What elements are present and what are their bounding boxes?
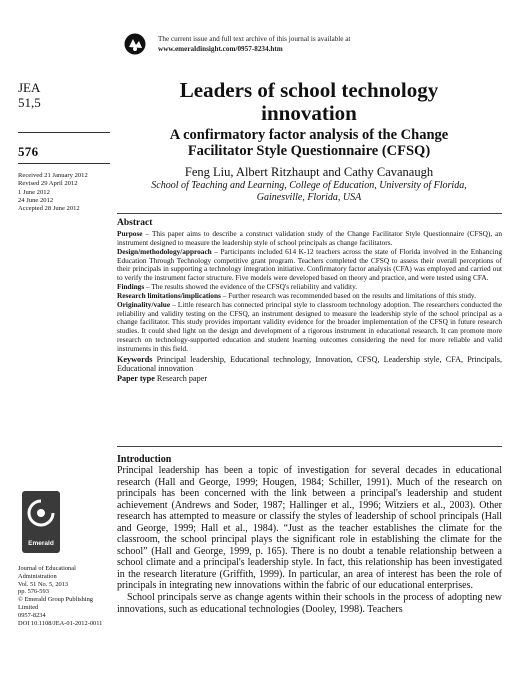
journal-abbreviation (18, 80, 41, 110)
introduction-heading: Introduction (117, 454, 172, 465)
findings-label: Findings (117, 282, 145, 292)
journal-name-line-2: Administration (18, 572, 57, 580)
sidebar-divider-top (18, 132, 110, 133)
journal-copyright: © Emerald Group Publishing Limited (18, 596, 93, 611)
subtitle-line-2: Facilitator Style Questionnaire (CFSQ) (187, 143, 431, 159)
purpose-label: Purpose (117, 229, 143, 238)
abstract-purpose (117, 230, 502, 248)
article-title (118, 79, 500, 125)
archive-notice-text: The current issue and full text archive of this journal is available at (158, 35, 351, 43)
journal-pages: pp. 576-593 (18, 588, 49, 596)
abstract-papertype (117, 374, 502, 384)
journal-citation-info (18, 565, 114, 627)
emerald-publisher-logo (22, 491, 60, 553)
introduction-body (117, 465, 502, 615)
date-accepted: Accepted 28 June 2012 (18, 205, 80, 213)
papertype-text: Research paper (154, 374, 208, 383)
page-number: 576 (18, 144, 39, 159)
journal-name-line-1: Journal of Educational (18, 565, 76, 572)
submission-dates (18, 172, 114, 213)
journal-doi: DOI 10.1108/JEA-01-2012-0011 (18, 619, 103, 627)
date-received: Received 21 January 2012 (18, 172, 88, 179)
intro-paragraph-2: School principals serve as change agents within their schools in the process of adopting new innovations, such as educational technologies (Dooley, 1998). Teachers (117, 592, 502, 615)
journal-abbrev-text: JEA (18, 80, 41, 95)
originality-label: Originality/value (117, 299, 171, 309)
subtitle-line-1: A confirmatory factor analysis of the Change (169, 127, 449, 143)
purpose-text: – This paper aims to describe a construct validation study of the Change Facilitator Style Questionnaire (CFSQ), an instrument designed to measure the leadership style of school principals as change facilitators. (117, 229, 502, 247)
design-label: Design/methodology/approach (117, 246, 212, 256)
title-line-1: Leaders of school technology (179, 78, 439, 102)
intro-paragraph-1: Principal leadership has been a topic of investigation for several decades in educational research (Hall and George, 1999; Hougen, 1984; Schiller, 1991). Much of the research on principals has been concerned with the link between a principal's leadership and student achievement (Andrews and Soder, 1987; Hallinger et al., 1996; Witziers et al., 2003). Other research has attempted to measure or classify the styles of leadership of school principals (Hall and George, 1999; Hall et al., 1984). “Just as the teacher establishes the climate for the classroom, the school principal plays the significant role in establishing the climate for the school” (Hall and George, 1999, p. 165). There is no doubt a tenable relationship between a school climate and a principal's leadership style. In fact, this relationship has been investigated in the research literature (Griffith, 1999). In particular, an area of interest has been the role of principals in integrating new innovations within the fabric of our educational enterprises. (117, 465, 502, 592)
abstract-design (117, 248, 502, 283)
papertype-label: Paper type (117, 374, 155, 383)
abstract-bottom-rule (117, 446, 502, 447)
date-revised: Revised 29 April 2012 (18, 180, 78, 188)
design-text: – Participants included 614 K-12 teachers across the state of Florida involved in the Enhancing Education Through Technology competitive grant program. Teachers completed the CFSQ to assess their overall perceptions of their principals in supporting a technology integration initiative. Confirmatory factor analysis (CFA) was employed and carried out to verify the instrument factor structure. Five models were developed based on theory and practice, and were tested using CFA. (117, 246, 502, 283)
limitations-label: Research limitations/implications (117, 290, 221, 300)
journal-archive-logo-icon (124, 33, 146, 55)
journal-issn: 0957-8234 (18, 611, 46, 619)
article-subtitle (118, 127, 500, 159)
author-affiliation (118, 180, 500, 204)
abstract-heading: Abstract (117, 218, 153, 228)
journal-volume: 51,5 (18, 95, 41, 110)
abstract-keywords (117, 355, 502, 374)
date-revised-3: 24 June 2012 (18, 196, 54, 204)
findings-text: – The results showed the evidence of the CFSQ's reliability and validity. (144, 282, 358, 292)
abstract-top-rule (117, 213, 502, 214)
abstract-body (117, 230, 502, 384)
affiliation-line-1: School of Teaching and Learning, College of Education, University of Florida, (151, 180, 467, 191)
journal-volume-issue: Vol. 51 No. 5, 2013 (18, 580, 69, 588)
emerald-logo-text: Emerald (28, 540, 54, 547)
sidebar-divider-bottom (18, 163, 110, 164)
date-revised-2: 1 June 2012 (18, 188, 50, 196)
affiliation-line-2: Gainesville, Florida, USA (256, 192, 362, 203)
title-line-2: innovation (261, 101, 357, 125)
archive-notice (158, 34, 458, 54)
archive-url-link[interactable]: www.emeraldinsight.com/0957-8234.htm (158, 45, 283, 53)
keywords-text: Principal leadership, Educational technology, Innovation, CFSQ, Leadership style, CFA, Principals, Educational innovation (117, 354, 502, 374)
limitations-text: – Further research was recommended based on the results and limitations of this study. (220, 290, 476, 300)
originality-text: – Little research has connected principal style to classroom technology adoption. The researchers conducted the reliability and validity testing on the CFSQ, an instrument designed to measure the leadership style of the school principal as a change facilitator. This study provides important validity evidence for the broader implementation of the CFSQ in future research studies. It could shed light on the design and development of a rigorous instrument in educational research. It can promote more research on technology-supported education and student learning outcomes considering the need for more reliable and valid instruments in this field. (117, 299, 502, 353)
abstract-originality (117, 301, 502, 354)
keywords-label: Keywords (117, 354, 153, 364)
article-authors: Feng Liu, Albert Ritzhaupt and Cathy Cavanaugh (184, 165, 434, 179)
